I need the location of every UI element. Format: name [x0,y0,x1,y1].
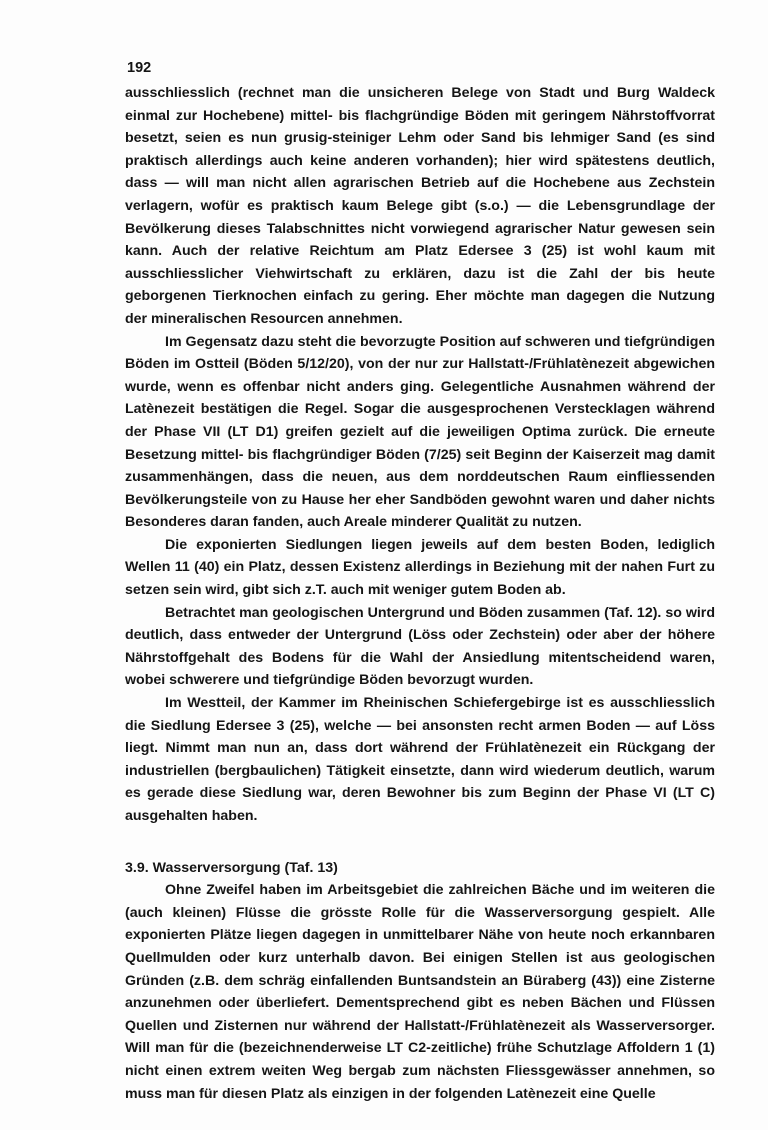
paragraph-5: Im Westteil, der Kammer im Rheinischen Schiefergebirge ist es ausschliesslich die Siedlung Edersee 3 (25), welche — bei ansonsten recht armen Boden — auf Löss liegt. Nimmt man nun an, dass dort während der Frühlatènezeit ein Rückgang der industriellen (bergbaulichen) Tätigkeit einsetzte, dann wird wiederum deutlich, warum es gerade diese Siedlung war, deren Bewohner bis zum Beginn der Phase VI (LT C) ausgehalten haben. [125,695,715,824]
paragraph-4: Betrachtet man geologischen Untergrund und Böden zusammen (Taf. 12). so wird deutlich, dass entweder der Untergrund (Löss oder Zechstein) oder aber der höhere Nährstoffgehalt des Bodens für die Wahl der Ansiedlung mitentscheidend waren, wobei schwerere und tiefgründige Böden bevorzugt wurden. [125,604,715,689]
page-number: 192 [127,60,152,76]
paragraph-1: ausschliesslich (rechnet man die unsicheren Belege von Stadt und Burg Waldeck einmal zur Hochebene) mittel- bis flachgründige Böden mit geringem Nährstoffvorrat besetzt, seien es nun grusig-steiniger Lehm oder Sand bis lehmiger Sand (es sind praktisch allerdings auch keine anderen vorhanden); hier wird spätestens deutlich, dass — will man nicht allen agrarischen Betrieb auf die Hochebene aus Zechstein verlagern, wofür es praktisch kaum Belege gibt (s.o.) — die Lebensgrundlage der Bevölkerung dieses Talabschnittes nicht vorwiegend agrarischer Natur gewesen sein kann. Auch der relative Reichtum am Platz Edersee 3 (25) ist wohl kaum mit ausschliesslicher Viehwirtschaft zu erklären, dazu ist die Zahl der bis heute geborgenen Tierknochen einfach zu gering. Eher möchte man dagegen die Nutzung der mineralischen Resourcen annehmen. [125,85,715,327]
paragraph-3: Die exponierten Siedlungen liegen jeweils auf dem besten Boden, lediglich Wellen 11 (40) ein Platz, dessen Existenz allerdings in Beziehung mit der nahen Furt zu setzen sein wird, gibt sich z.T. auch mit weniger gutem Boden ab. [125,536,715,599]
section-heading: 3.9. Wasserversorgung (Taf. 13) [125,859,338,876]
paragraph-2: Im Gegensatz dazu steht die bevorzugte Position auf schweren und tiefgründigen Böden im Ostteil (Böden 5/12/20), von der nur zur Hallstatt-/Frühlatènezeit abgewichen wurde, wenn es offenbar nicht anders ging. Gelegentliche Ausnahmen während der Latènezeit bestätigen die Regel. Sogar die ausgesprochenen Verstecklagen während der Phase VII (LT D1) greifen gezielt auf die jeweiligen Optima zurück. Die erneute Besetzung mittel- bis flachgründiger Böden (7/25) seit Beginn der Kaiserzeit mag damit zusammenhängen, dass die neuen, aus dem norddeutschen Raum einfliessenden Bevölkerungsteile von zu Hause her eher Sandböden gewohnt waren und daher nichts Besonderes daran fanden, auch Areale minderer Qualität zu nutzen. [125,333,715,531]
body-text [125,82,715,1105]
section-paragraph: Ohne Zweifel haben im Arbeitsgebiet die zahlreichen Bäche und im weiteren die (auch kleinen) Flüsse die grösste Rolle für die Wasserversorgung gespielt. Alle exponierten Plätze liegen dagegen in unmittelbarer Nähe von heute noch erkannbaren Quellmulden oder kurz unterhalb davon. Bei einigen Stellen ist aus geologischen Gründen (z.B. dem schräg einfallenden Buntsandstein an Büraberg (43)) eine Zisterne anzunehmen oder überliefert. Dementsprechend gibt es neben Bächen und Flüssen Quellen und Zisternen nur während der Hallstatt-/Frühlatènezeit als Wasserversorger. Will man für die (bezeichnenderweise LT C2-zeitliche) frühe Schutzlage Affoldern 1 (1) nicht einen extrem weiten Weg bergab zum nächsten Fliessgewässer annehmen, so muss man für diesen Platz als einzigen in der folgenden Latènezeit eine Quelle [125,882,715,1102]
